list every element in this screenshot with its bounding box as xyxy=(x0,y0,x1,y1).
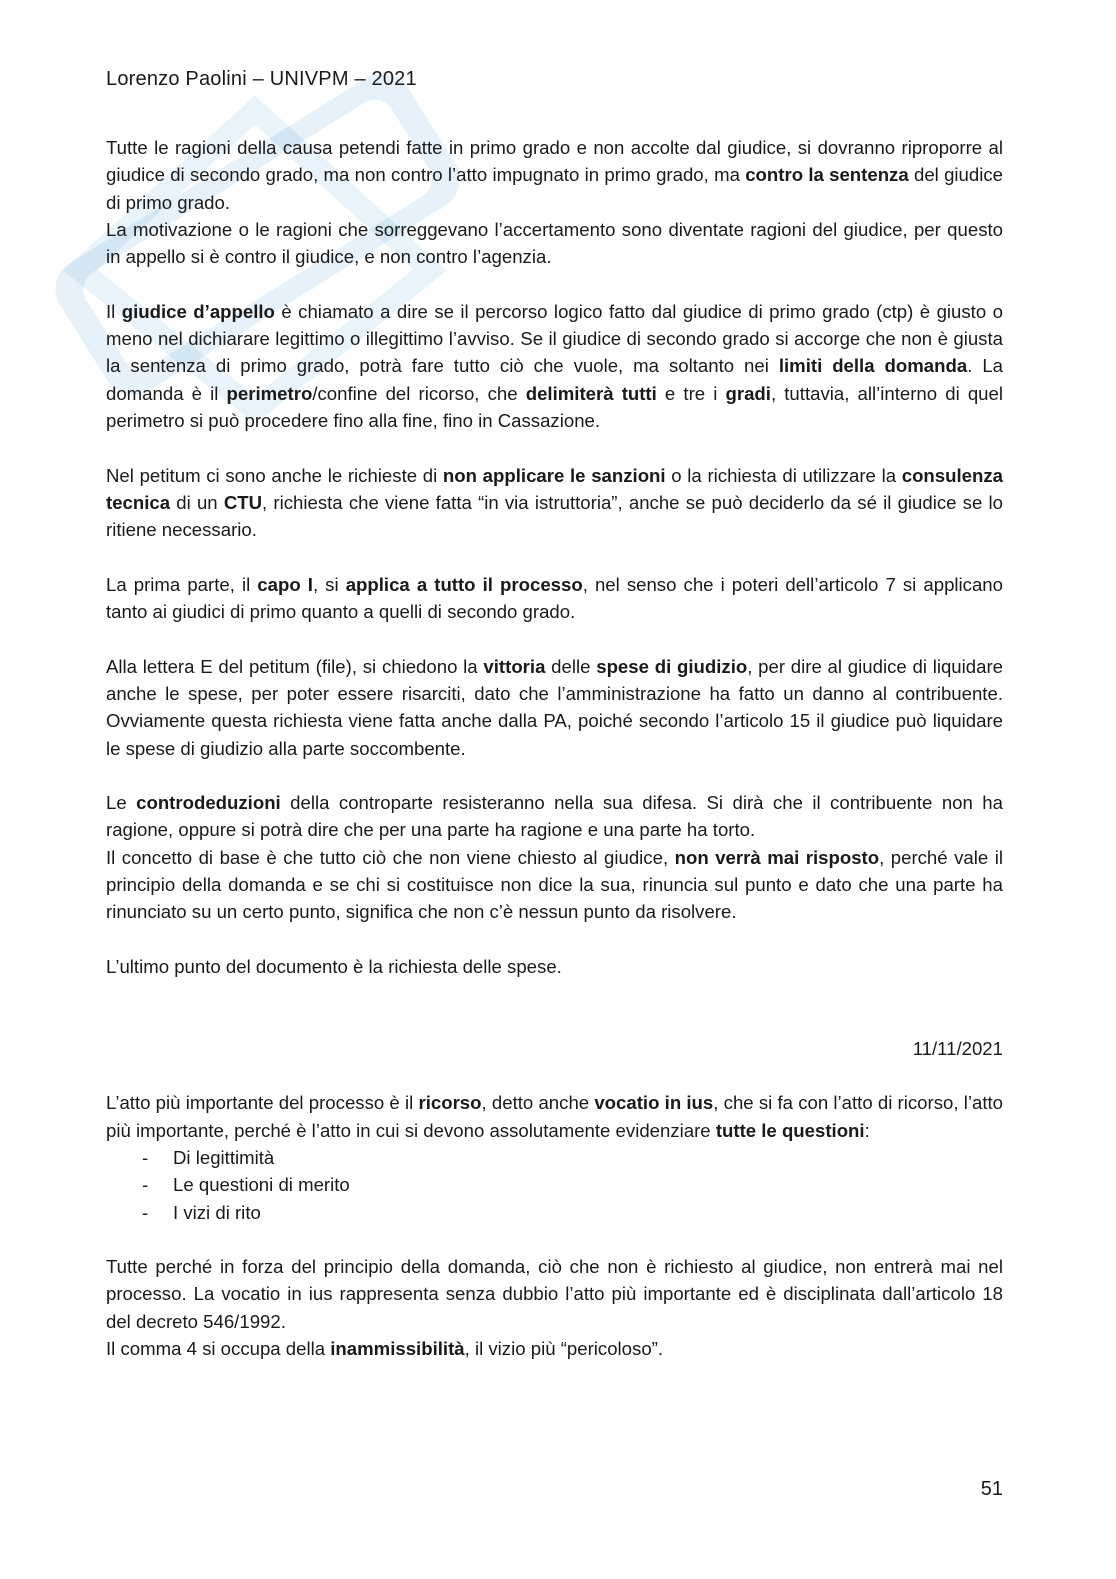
page-number: 51 xyxy=(980,1478,1003,1500)
paragraph: La prima parte, il capo I, si applica a tutto il processo, nel senso che i poteri dell’articolo 7 si applicano tanto ai giudici di primo quanto a quelli di secondo grado. xyxy=(106,573,1003,623)
paragraph: Alla lettera E del petitum (file), si chiedono la vittoria delle spese di giudizio, per dire al giudice di liquidare anche le spese, per poter essere risarciti, dato che l’amministrazione ha fatto un danno al contribuente. Ovviamente questa richiesta viene fatta anche dalla PA, poiché secondo l’articolo 15 il giudice può liquidare le spese di giudizio alla parte soccombente. xyxy=(106,655,1003,759)
list-item: - I vizi di rito xyxy=(142,1201,261,1223)
paragraph: L’ultimo punto del documento è la richiesta delle spese. xyxy=(106,955,562,977)
list-item: - Di legittimità xyxy=(142,1146,275,1168)
paragraph: Il giudice d’appello è chiamato a dire se il percorso logico fatto dal giudice di primo grado (ctp) è giusto o meno nel dichiarare legittimo o illegittimo l’avviso. Se il giudice di secondo grado si accorge che non è giusta la sentenza di primo grado, potrà fare tutto ciò che vuole, ma soltanto nei limiti della domanda. La domanda è il perimetro/confine del ricorso, che delimiterà tutti e tre i gradi, tuttavia, all’interno di quel perimetro si può procedere fino alla fine, fino in Cassazione. xyxy=(106,300,1003,431)
questions-list xyxy=(106,1144,1003,1226)
section-date: 11/11/2021 xyxy=(912,1037,1003,1059)
paragraph: Il concetto di base è che tutto ciò che non viene chiesto al giudice, non verrà mai risposto, perché vale il principio della domanda e se chi si costituisce non dice la sua, rinuncia sul punto e dato che una parte ha rinunciato su un certo punto, significa che non c’è nessun punto da risolvere. xyxy=(106,846,1003,923)
document-body xyxy=(106,134,1003,1362)
paragraph: La motivazione o le ragioni che sorreggevano l’accertamento sono diventate ragioni del giudice, per questo in appello si è contro il giudice, e non contro l’agenzia. xyxy=(106,218,1003,268)
paragraph: Tutte le ragioni della causa petendi fatte in primo grado e non accolte dal giudice, si dovranno riproporre al giudice di secondo grado, ma non contro l’atto impugnato in primo grado, ma contro la sentenza del giudice di primo grado. xyxy=(106,137,1003,213)
list-item: - Le questioni di merito xyxy=(142,1174,350,1196)
paragraph: Il comma 4 si occupa della inammissibilità, il vizio più “pericoloso”. xyxy=(106,1338,664,1360)
paragraph: L’atto più importante del processo è il ricorso, detto anche vocatio in ius, che si fa con l’atto di ricorso, l’atto più importante, perché è l’atto in cui si devono assolutamente evidenziare tutte le questioni: xyxy=(106,1092,1003,1141)
paragraph: Le controdeduzioni della controparte resisteranno nella sua difesa. Si dirà che il contribuente non ha ragione, oppure si potrà dire che per una parte ha ragione e una parte ha torto. xyxy=(106,792,1003,841)
page-header: Lorenzo Paolini – UNIVPM – 2021 xyxy=(106,68,417,90)
paragraph: Nel petitum ci sono anche le richieste di non applicare le sanzioni o la richiesta di utilizzare la consulenza tecnica di un CTU, richiesta che viene fatta “in via istruttoria”, anche se può deciderlo da sé il giudice se lo ritiene necessario. xyxy=(106,464,1003,541)
paragraph: Tutte perché in forza del principio della domanda, ciò che non è richiesto al giudice, non entrerà mai nel processo. La vocatio in ius rappresenta senza dubbio l’atto più importante ed è disciplinata dall’articolo 18 del decreto 546/1992. xyxy=(106,1256,1003,1332)
